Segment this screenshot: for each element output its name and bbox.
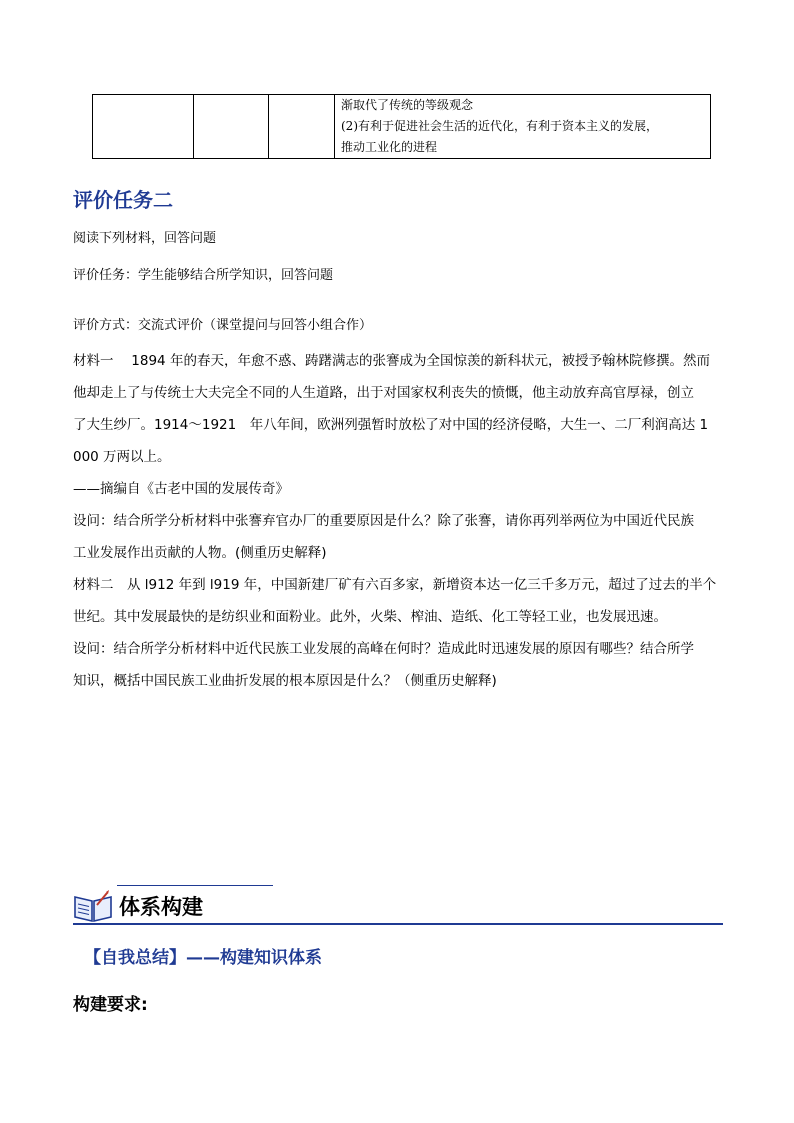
requirement-label: 构建要求: [73, 995, 148, 1015]
book-icon [73, 889, 113, 923]
table-cell-answer [335, 95, 711, 159]
material1-source: ——摘编自《古老中国的发展传奇》 [73, 481, 289, 497]
system-section-header [73, 885, 723, 929]
evaluation-heading: 评价任务二 [73, 188, 173, 212]
header-rule [73, 923, 723, 925]
table-answer-line: 渐取代了传统的等级观念 [341, 98, 474, 112]
question2-line: 设问：结合所学分析材料中近代民族工业发展的高峰在何时？造成此时迅速发展的原因有哪些？结合所学 [73, 641, 694, 657]
table-cell [269, 95, 335, 159]
evaluation-method: 评价方式：交流式评价（课堂提问与回答小组合作） [73, 318, 373, 333]
table-cell [93, 95, 194, 159]
question2-line: 知识，概括中国民族工业曲折发展的根本原因是什么？（侧重历史解释) [73, 673, 497, 689]
material1-line: 了大生纱厂。1914～1921 年八年间，欧洲列强暂时放松了对中国的经济侵略，大生一、二厂利润高达 1 [73, 417, 709, 433]
evaluation-task: 评价任务：学生能够结合所学知识，回答问题 [73, 268, 334, 283]
system-title: 体系构建 [119, 895, 203, 919]
header-top-rule [117, 885, 273, 886]
question1-line: 工业发展作出贡献的人物。(侧重历史解释) [73, 545, 327, 561]
table-row [93, 95, 711, 159]
self-summary-heading: 【自我总结】——构建知识体系 [84, 948, 322, 968]
material1-line: 他却走上了与传统士大夫完全不同的人生道路，出于对国家权利丧失的愤慨，他主动放弃高官厚禄，创立 [73, 385, 694, 401]
question1-line: 设问：结合所学分析材料中张謇弃官办厂的重要原因是什么？除了张謇，请你再列举两位为中国近代民族 [73, 513, 694, 529]
table-cell [194, 95, 269, 159]
material1-line: 材料一 1894 年的春天，年愈不惑、踌躇满志的张謇成为全国惊羡的新科状元，被授予翰林院修撰。然而 [73, 353, 710, 369]
material1-line: 000 万两以上。 [73, 449, 171, 465]
material2-line: 世纪。其中发展最快的是纺织业和面粉业。此外，火柴、榨油、造纸、化工等轻工业，也发展迅速。 [73, 609, 667, 625]
table-answer-line: (2)有利于促进社会生活的近代化，有利于资本主义的发展， [341, 119, 659, 133]
evaluation-intro: 阅读下列材料，回答问题 [73, 231, 217, 246]
material2-line: 材料二 从 l912 年到 l919 年，中国新建厂矿有六百多家，新增资本达一亿三千多万元，超过了过去的半个 [73, 577, 717, 593]
answer-table [92, 94, 711, 159]
materials-block [73, 345, 721, 697]
table-answer-line: 推动工业化的进程 [341, 140, 438, 154]
